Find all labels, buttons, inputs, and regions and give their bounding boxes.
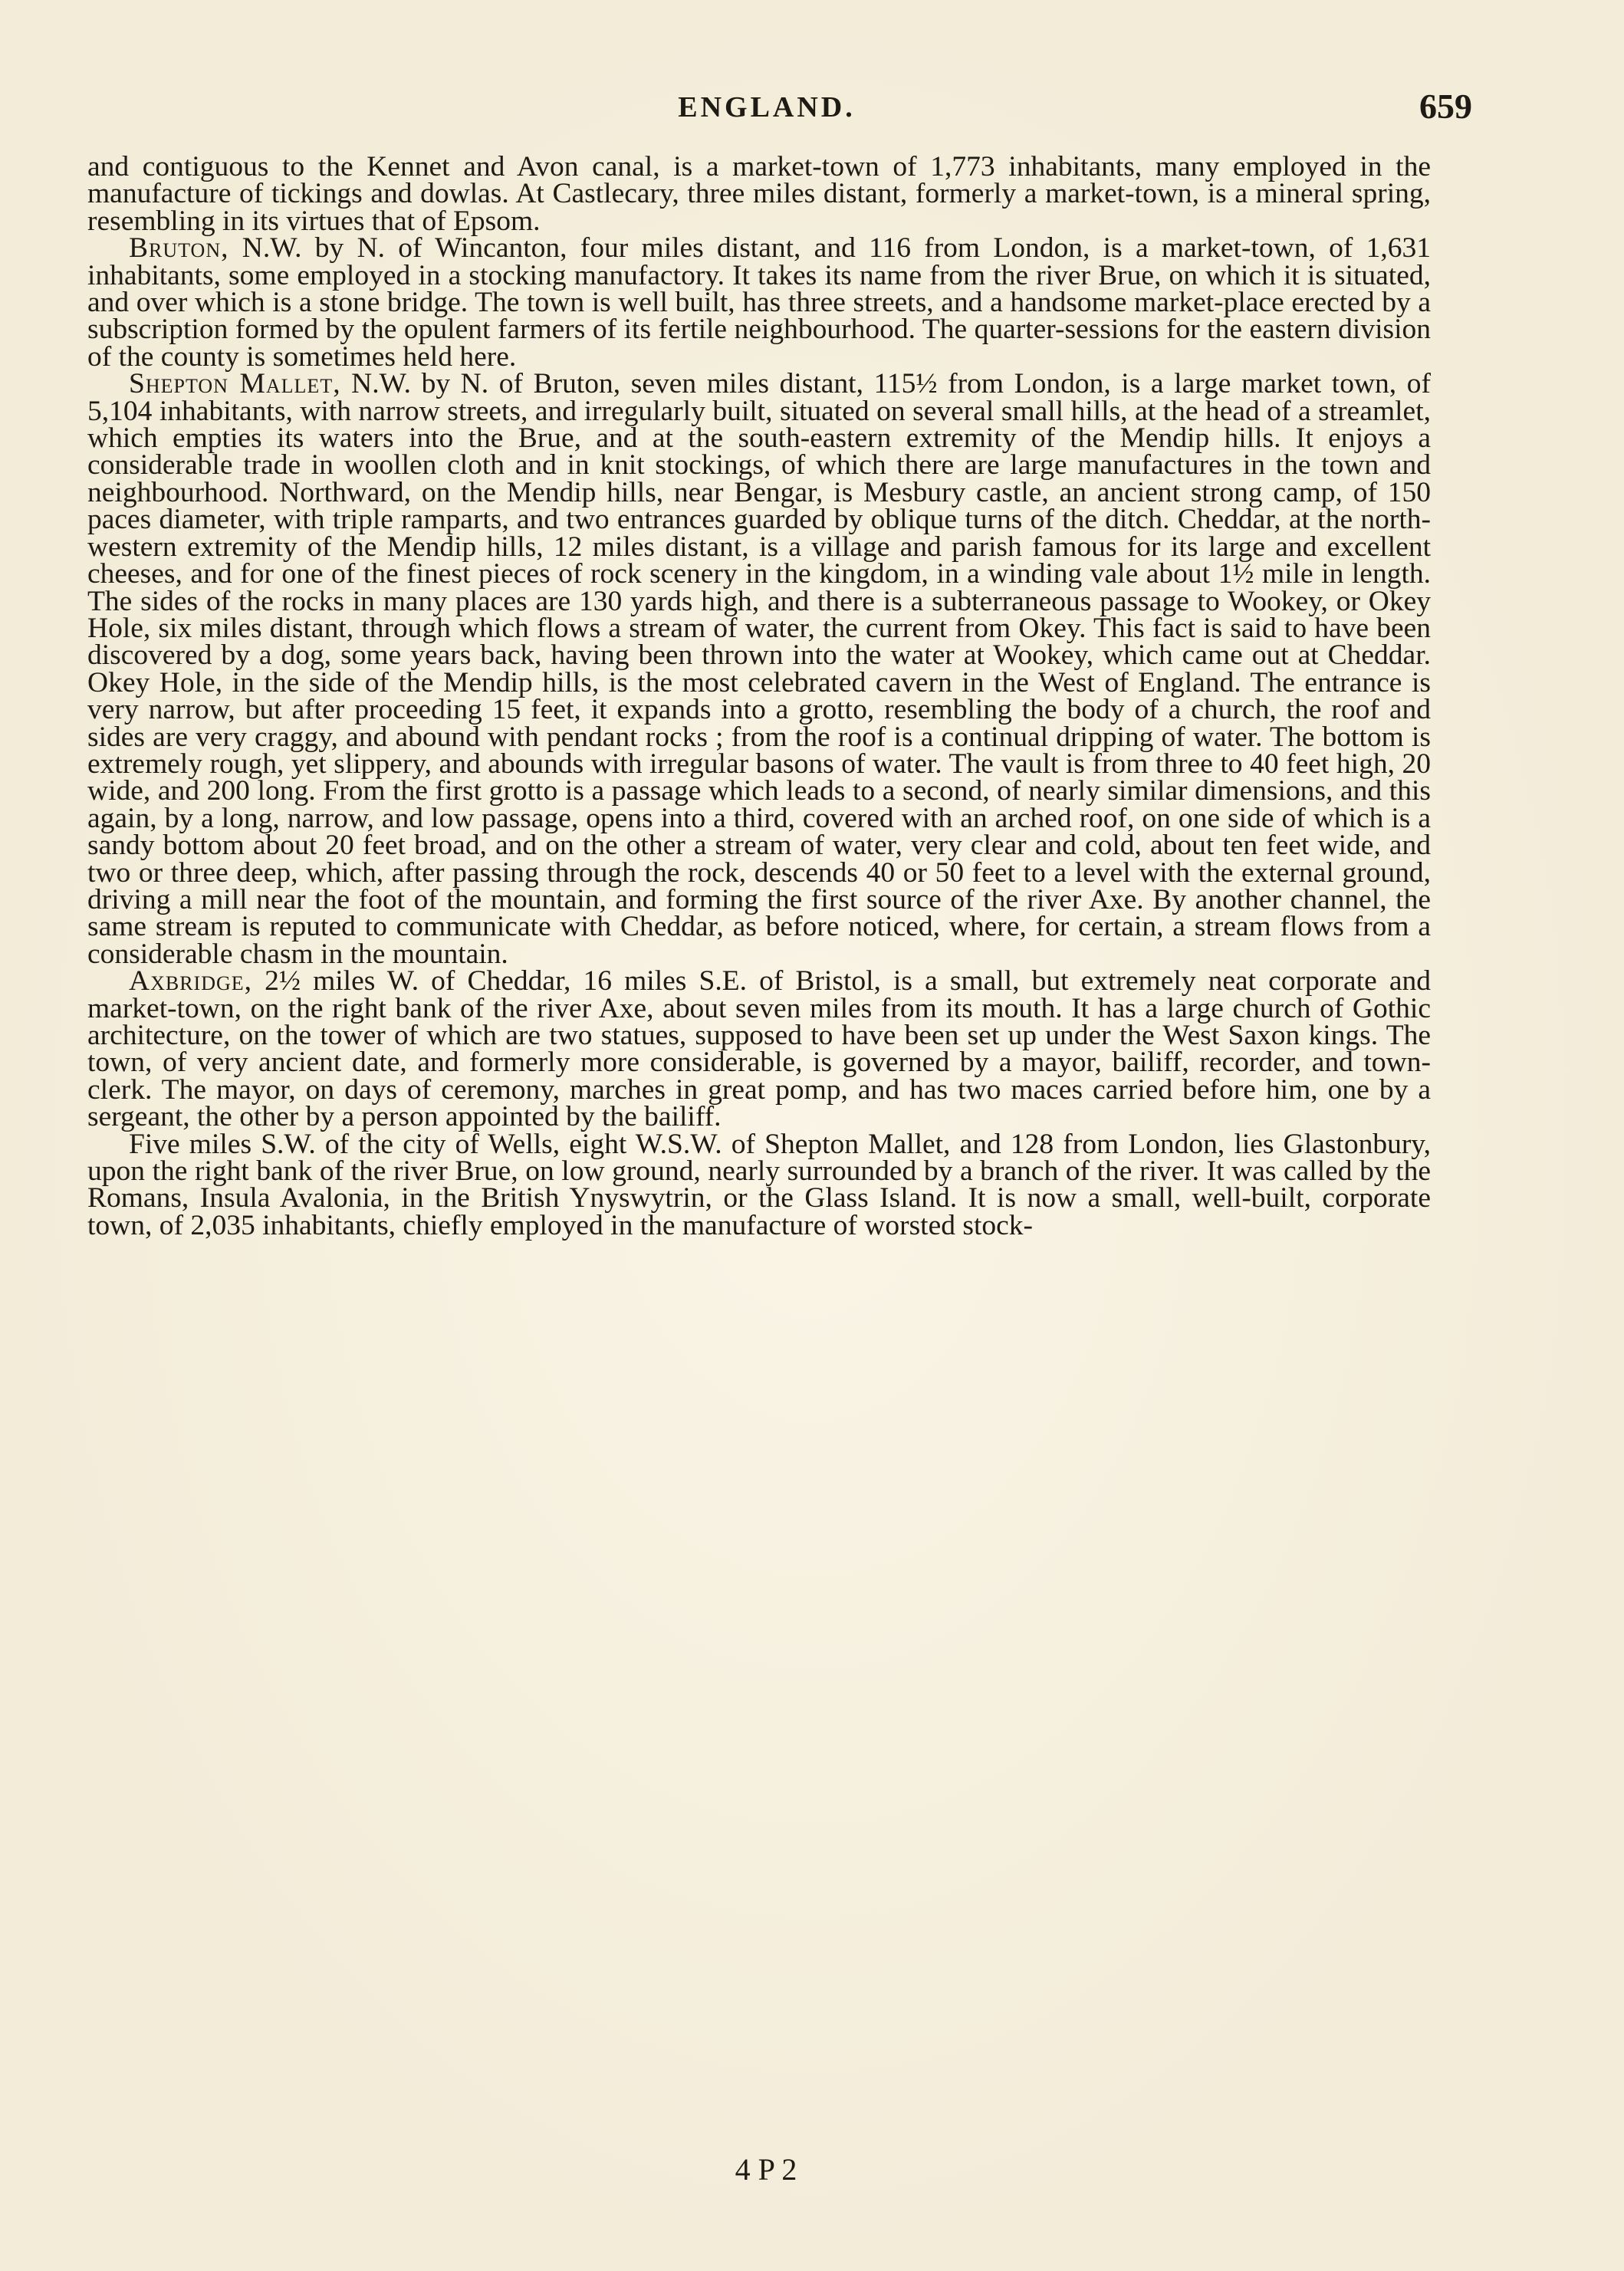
signature-mark [0, 2151, 1624, 2187]
place-name-axbridge: Axbridge, [129, 965, 253, 997]
paragraph-text: and contiguous to the Kennet and Avon canal, is a market-town of 1,773 inhabitants, many employed in the manufacture of tickings and dowlas. At Castlecary, three miles distant, formerly a market-town, is a mineral spring, resembling in its virtues that of Epsom. [87, 151, 1431, 237]
paragraph-text: Five miles S.W. of the city of Wells, eight W.S.W. of Shepton Mallet, and 128 from London, lies Glastonbury, upon the right bank of the river Brue, on low ground, nearly surrounded by a branch of the river. It was called by the Romans, Insula Avalonia, in the British Ynyswytrin, or the Glass Island. It is now a small, well-built, corporate town, of 2,035 inhabitants, chiefly employed in the manufacture of worsted stock- [87, 1128, 1431, 1241]
place-name-bruton: Bruton, [129, 232, 229, 265]
signature-text: 4 P 2 [735, 2152, 797, 2187]
paragraph-axbridge [87, 965, 1431, 1133]
paragraph-shepton-mallet [87, 370, 1431, 968]
paragraph-text: N.W. by N. of Wincanton, four miles distant, and 116 from London, is a market-town, of 1,631 inhabitants, some employed in a stocking manufactory. It takes its name from the river Brue, on which it is situated, and over which is a stone bridge. The town is well built, has three streets, and a handsome market-place erected by a subscription formed by the opulent farmers of its fertile neighbourhood. The quarter-sessions for the eastern division of the county is sometimes held here. [87, 232, 1431, 373]
paragraph-bruton [87, 232, 1431, 373]
paragraph-continuation [87, 153, 1431, 235]
running-title: ENGLAND. [678, 91, 856, 123]
body-text [87, 153, 1431, 1239]
running-head [0, 86, 1624, 132]
paragraph-text: N.W. by N. of Bruton, seven miles distant, 115½ from London, is a large market town, of 5,104 inhabitants, with narrow streets, and irregularly built, situated on several small hills, at the head of a streamlet, which empties its waters into the Brue, and at the south-eastern extremity of the Mendip hills. It enjoys a considerable trade in woollen cloth and in knit stockings, of which there are large manufactures in the town and neighbourhood. Northward, on the Mendip hills, near Bengar, is Mesbury castle, an ancient strong camp, of 150 paces diameter, with triple ramparts, and two entrances guarded by oblique turns of the ditch. Cheddar, at the north-western extremity of the Mendip hills, 12 miles distant, is a village and parish famous for its large and excellent cheeses, and for one of the finest pieces of rock scenery in the kingdom, in a winding vale about 1½ mile in length. The sides of the rocks in many places are 130 yards high, and there is a subterraneous passage to Wookey, or Okey Hole, six miles distant, through which flows a stream of water, the current from Okey. This fact is said to have been discovered by a dog, some years back, having been thrown into the water at Wookey, which came out at Cheddar. Okey Hole, in the side of the Mendip hills, is the most celebrated cavern in the West of England. The entrance is very narrow, but after proceeding 15 feet, it expands into a grotto, resembling the body of a church, the roof and sides are very craggy, and abound with pendant rocks ; from the roof is a continual dripping of water. The bottom is extremely rough, yet slippery, and abounds with irregular basons of water. The vault is from three to 40 feet high, 20 wide, and 200 long. From the first grotto is a passage which leads to a second, of nearly similar dimensions, and this again, by a long, narrow, and low passage, opens into a third, covered with an arched roof, on one side of which is a sandy bottom about 20 feet broad, and on the other a stream of water, very clear and cold, about ten feet wide, and two or three deep, which, after passing through the rock, descends 40 or 50 feet to a level with the external ground, driving a mill near the foot of the mountain, and forming the first source of the river Axe. By another channel, the same stream is reputed to communicate with Cheddar, as before noticed, where, for certain, a stream flows from a considerable chasm in the mountain. [87, 368, 1431, 970]
place-name-shepton-mallet: Shepton Mallet, [129, 368, 341, 400]
page-number: 659 [1419, 87, 1472, 126]
paragraph-text: 2½ miles W. of Cheddar, 16 miles S.E. of Bristol, is a small, but extremely neat corporate and market-town, on the right bank of the river Axe, about seven miles from its mouth. It has a large church of Gothic architecture, on the tower of which are two statues, supposed to have been set up under the West Saxon kings. The town, of very ancient date, and formerly more considerable, is governed by a mayor, bailiff, recorder, and town-clerk. The mayor, on days of ceremony, marches in great pomp, and has two maces carried before him, one by a sergeant, the other by a person appointed by the bailiff. [87, 965, 1431, 1133]
paragraph-glastonbury [87, 1128, 1431, 1241]
